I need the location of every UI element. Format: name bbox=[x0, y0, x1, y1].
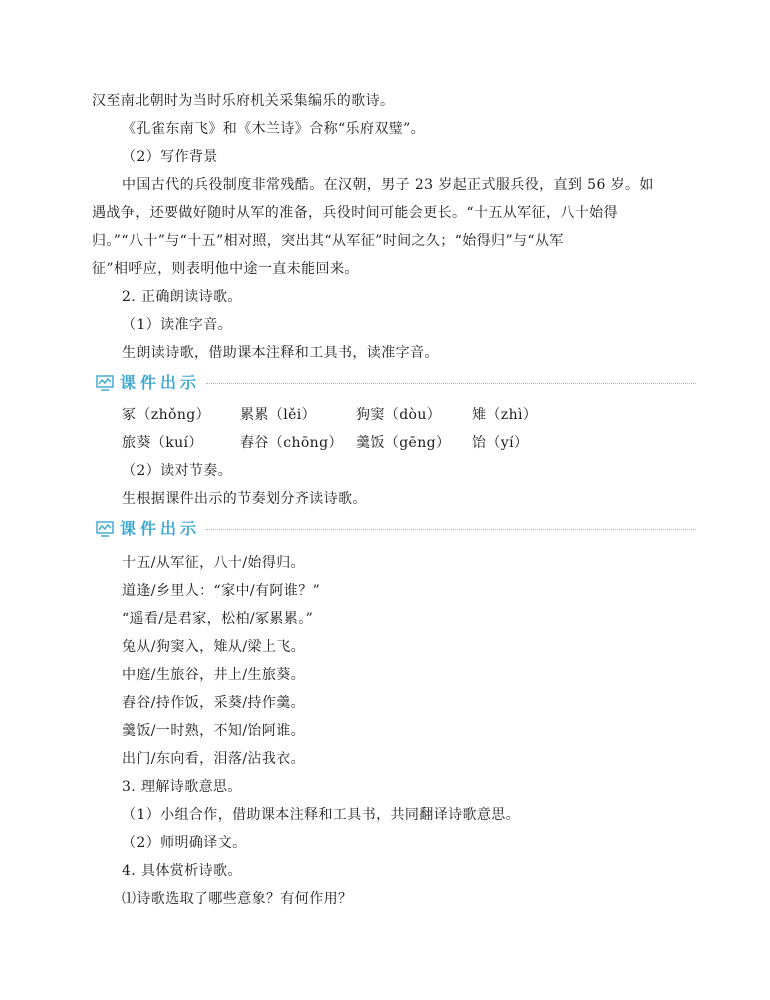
pronunciation-item: 羹饭（gēng） bbox=[356, 435, 451, 451]
substep-heading: （2）读对节奏。 bbox=[122, 463, 233, 479]
section-title: 课件出示 bbox=[120, 519, 201, 538]
step-heading: 2. 正确朗读诗歌。 bbox=[122, 289, 242, 305]
courseware-section-header bbox=[96, 372, 696, 394]
poem-line: 道逢/乡里人：“家中/有阿谁？” bbox=[122, 583, 321, 599]
pronunciation-item: 旅葵（kuí） bbox=[122, 435, 203, 451]
poem-line: “遥看/是君家，松柏/冢累累。” bbox=[122, 611, 314, 627]
pronunciation-item: 狗窦（dòu） bbox=[356, 407, 442, 423]
subheading: （2）写作背景 bbox=[122, 149, 218, 165]
pronunciation-item: 饴（yí） bbox=[472, 435, 529, 451]
dotted-divider bbox=[206, 383, 696, 384]
paragraph-line: 汉至南北朝时为当时乐府机关采集编乐的歌诗。 bbox=[92, 93, 395, 109]
question-line: ⑴诗歌选取了哪些意象？有何作用？ bbox=[122, 891, 353, 907]
substep-heading: （1）读准字音。 bbox=[122, 317, 233, 333]
paragraph-line: 遇战争，还要做好随时从军的准备，兵役时间可能会更长。“十五从军征，八十始得 bbox=[92, 205, 618, 221]
paragraph-line: （1）小组合作，借助课本注释和工具书，共同翻译诗歌意思。 bbox=[122, 807, 521, 823]
dotted-divider bbox=[206, 529, 696, 530]
pronunciation-item: 冢（zhǒng） bbox=[122, 407, 210, 423]
poem-line: 羹饭/一时熟，不知/饴阿谁。 bbox=[122, 723, 306, 739]
poem-line: 舂谷/持作饭，采葵/持作羹。 bbox=[122, 695, 306, 711]
paragraph-line: 中国古代的兵役制度非常残酷。在汉朝，男子 23 岁起正式服兵役，直到 56 岁。如 bbox=[122, 177, 654, 193]
poem-line: 十五/从军征，八十/始得归。 bbox=[122, 555, 306, 571]
pronunciation-item: 累累（lěi） bbox=[240, 407, 317, 423]
pronunciation-item: 舂谷（chōng） bbox=[240, 435, 343, 451]
step-heading: 3. 理解诗歌意思。 bbox=[122, 779, 242, 795]
courseware-section-header bbox=[96, 518, 696, 540]
presentation-chart-icon bbox=[96, 375, 114, 391]
poem-line: 出门/东向看，泪落/沾我衣。 bbox=[122, 751, 306, 767]
paragraph-line: 征”相呼应，则表明他中途一直未能回来。 bbox=[92, 261, 359, 277]
poem-line: 中庭/生旅谷，井上/生旅葵。 bbox=[122, 667, 306, 683]
paragraph-line: 生根据课件出示的节奏划分齐读诗歌。 bbox=[122, 491, 367, 507]
poem-line: 兔从/狗窦入，雉从/梁上飞。 bbox=[122, 639, 306, 655]
step-heading: 4. 具体赏析诗歌。 bbox=[122, 863, 242, 879]
paragraph-line: 《孔雀东南飞》和《木兰诗》合称“乐府双璧”。 bbox=[122, 121, 426, 137]
paragraph-line: 归。”“八十”与“十五”相对照，突出其“从军征”时间之久；“始得归”与“从军 bbox=[92, 233, 564, 249]
section-title: 课件出示 bbox=[120, 373, 201, 392]
paragraph-line: （2）师明确译文。 bbox=[122, 835, 247, 851]
pronunciation-item: 雉（zhì） bbox=[472, 407, 538, 423]
paragraph-line: 生朗读诗歌，借助课本注释和工具书，读准字音。 bbox=[122, 345, 439, 361]
presentation-chart-icon bbox=[96, 521, 114, 537]
